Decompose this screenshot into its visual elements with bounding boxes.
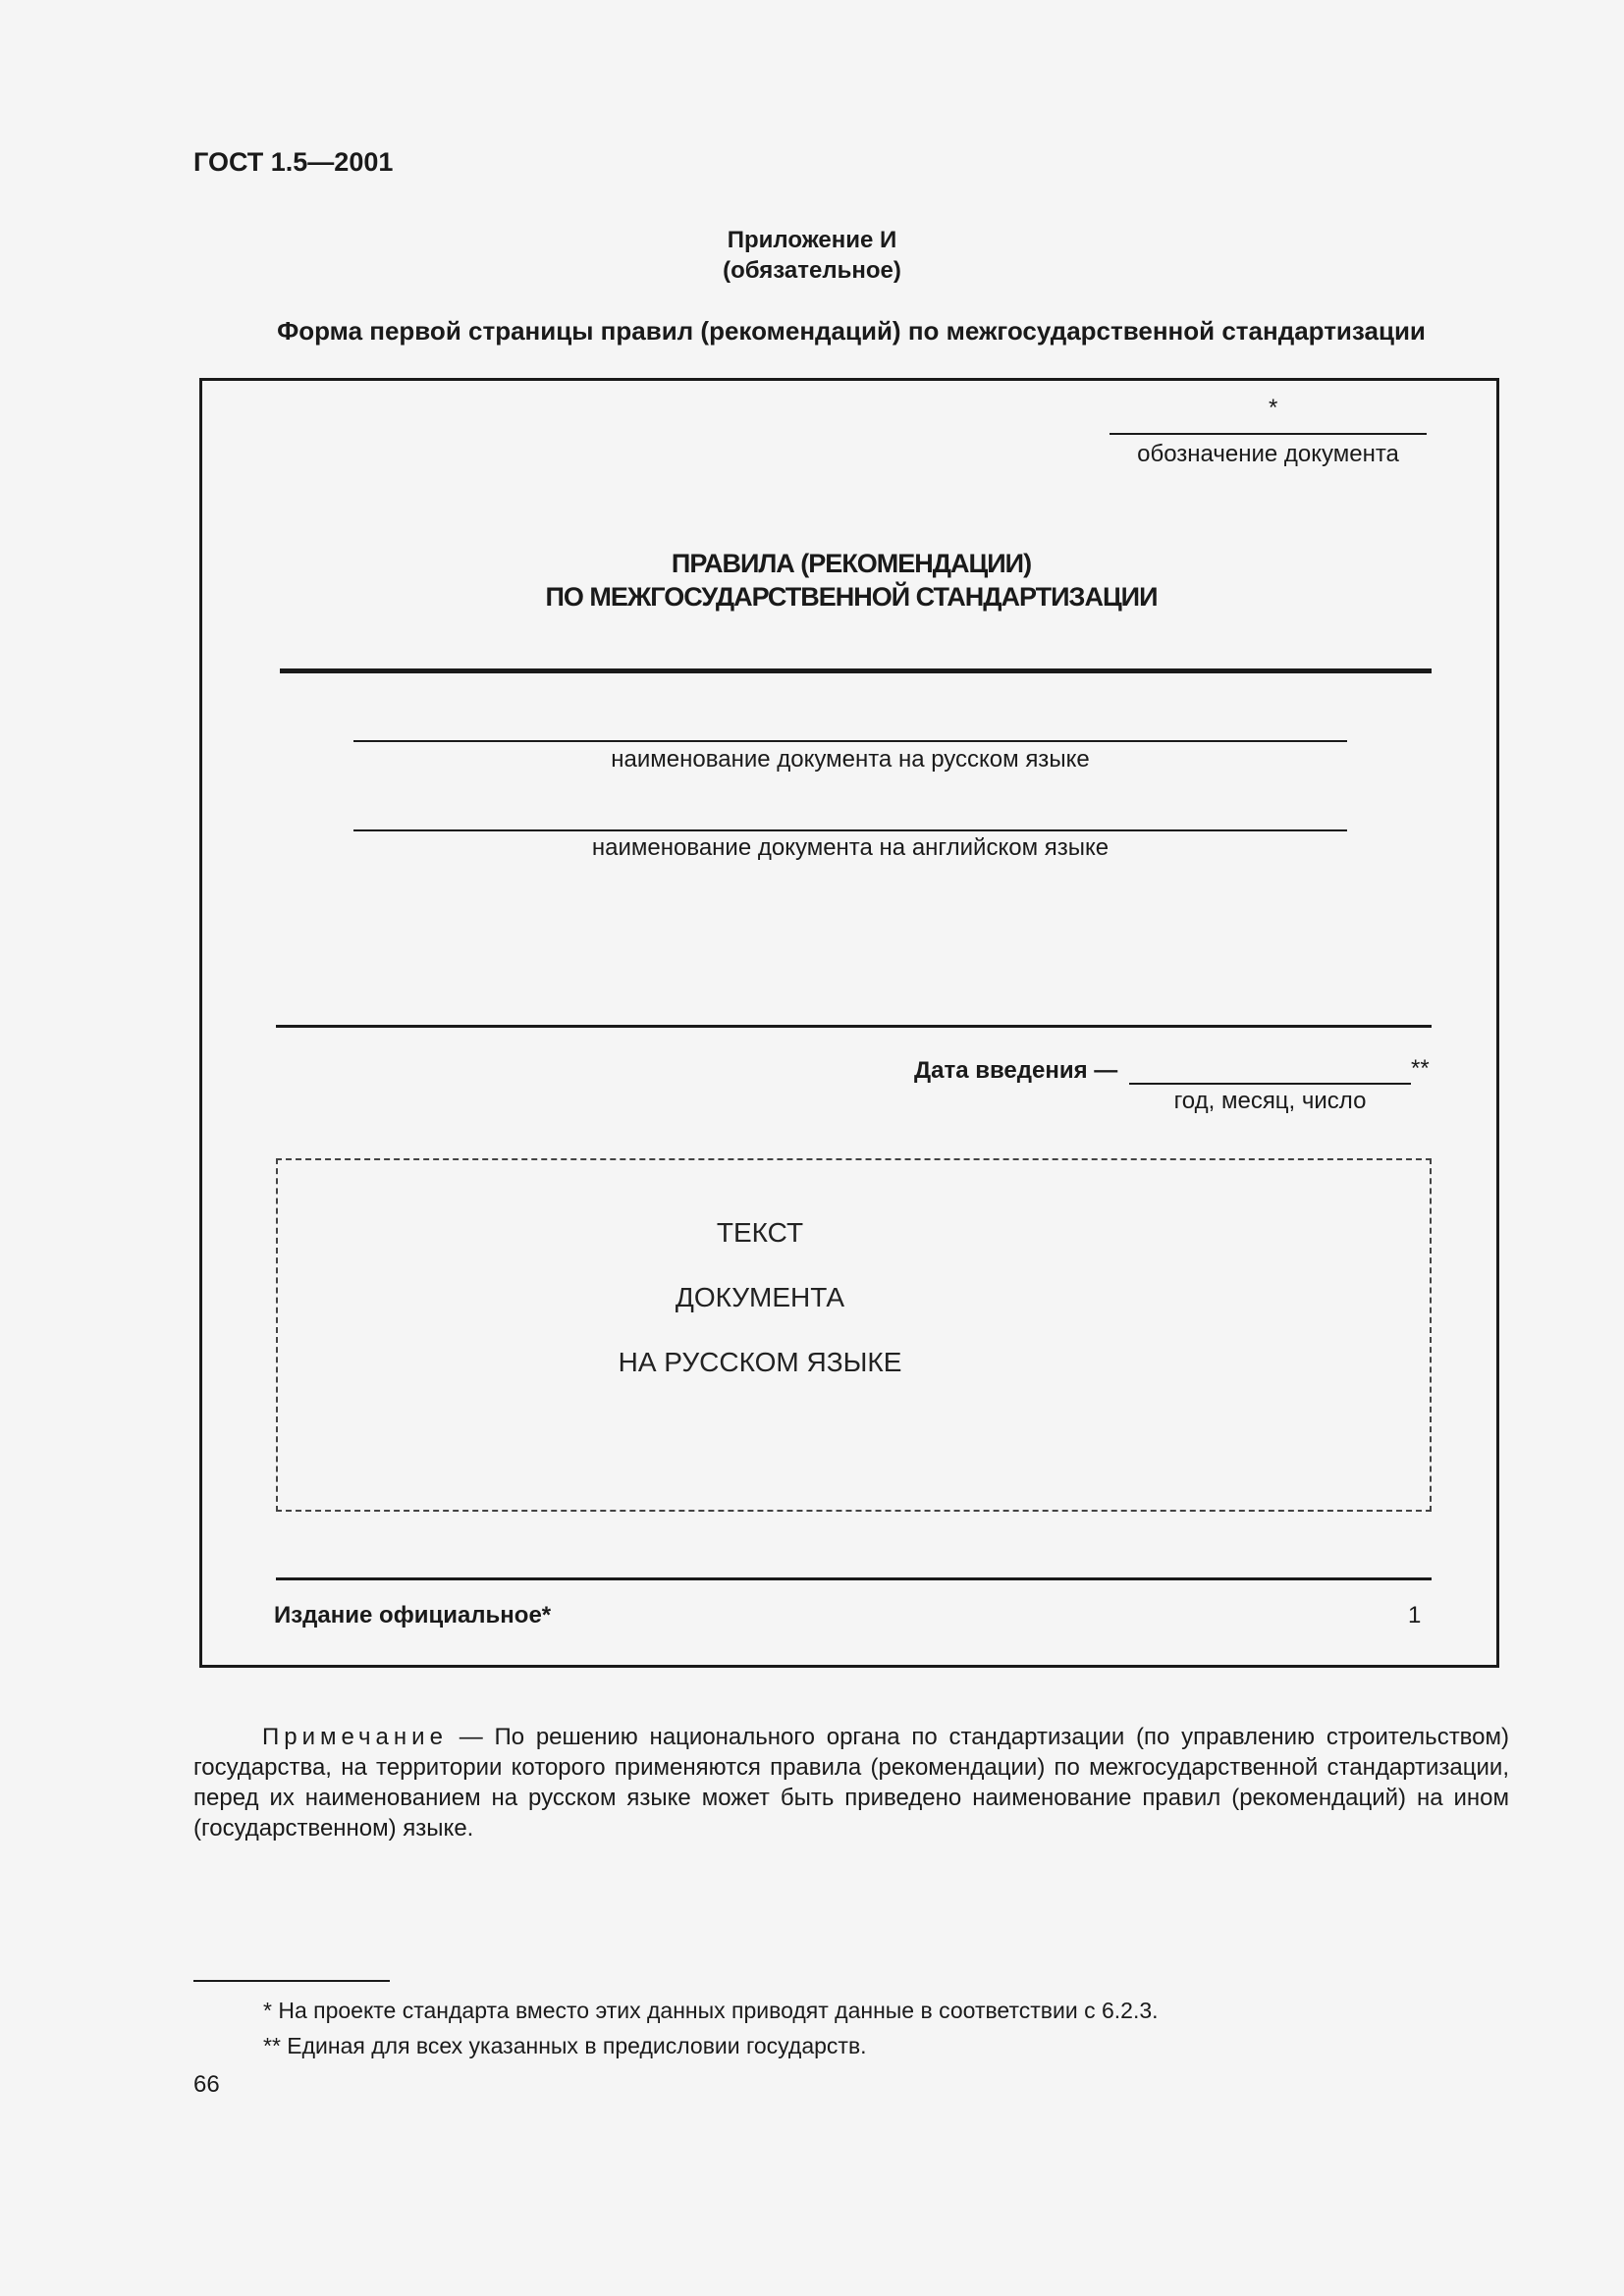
- official-edition: Издание официальное*: [274, 1602, 552, 1629]
- appendix-title: Приложение И: [727, 227, 897, 253]
- designation-caption: обозначение документа: [1137, 441, 1399, 467]
- note-text: — По решению национального органа по стандартизации (по управлению строительством) государства, на территории которого применяются правила (рекомендации) по межгосударственной стандартизации, перед их наименованием на русском языке может быть приведено наименование правил (рекомендаций) на ином (государственном) языке.: [193, 1724, 1510, 1842]
- text-line-2: ДОКУМЕНТА: [675, 1282, 845, 1312]
- designation-line: [1110, 433, 1427, 435]
- name-ru-caption: наименование документа на русском языке: [611, 746, 1090, 773]
- document-header: ГОСТ 1.5—2001: [193, 147, 394, 177]
- footnote-1: * На проекте стандарта вместо этих данных приводят данные в соответствии с 6.2.3.: [263, 1998, 1159, 2023]
- appendix-status: (обязательное): [723, 257, 901, 284]
- date-caption: год, месяц, число: [1173, 1088, 1367, 1114]
- date-label: Дата введения —: [914, 1057, 1118, 1084]
- form-page-number: 1: [1408, 1602, 1422, 1629]
- title-separator-thick: [280, 668, 1432, 673]
- footnote-separator: [193, 1980, 390, 1982]
- name-en-caption: наименование документа на английском языке: [591, 834, 1110, 861]
- date-line: [1129, 1083, 1411, 1085]
- rules-title-line1: ПРАВИЛА (РЕКОМЕНДАЦИИ): [671, 549, 1032, 578]
- separator-before-edition: [276, 1577, 1432, 1580]
- rules-title-line2: ПО МЕЖГОСУДАРСТВЕННОЙ СТАНДАРТИЗАЦИИ: [545, 582, 1158, 612]
- text-line-3: НА РУССКОМ ЯЗЫКЕ: [618, 1347, 902, 1377]
- text-line-1: ТЕКСТ: [716, 1217, 804, 1248]
- date-marker: **: [1411, 1055, 1430, 1082]
- footnote-2: ** Единая для всех указанных в предисловии государств.: [263, 2033, 867, 2058]
- name-ru-line: [353, 740, 1347, 742]
- separator-before-date: [276, 1025, 1432, 1028]
- name-en-line: [353, 829, 1347, 831]
- note-paragraph: [193, 1722, 1509, 1843]
- document-text-box: [276, 1158, 1432, 1512]
- page-number: 66: [193, 2071, 220, 2098]
- form-title: Форма первой страницы правил (рекомендаций) по межгосударственной стандартизации: [277, 316, 1426, 346]
- designation-asterisk: *: [1269, 395, 1278, 421]
- note-label: Примечание: [262, 1724, 448, 1750]
